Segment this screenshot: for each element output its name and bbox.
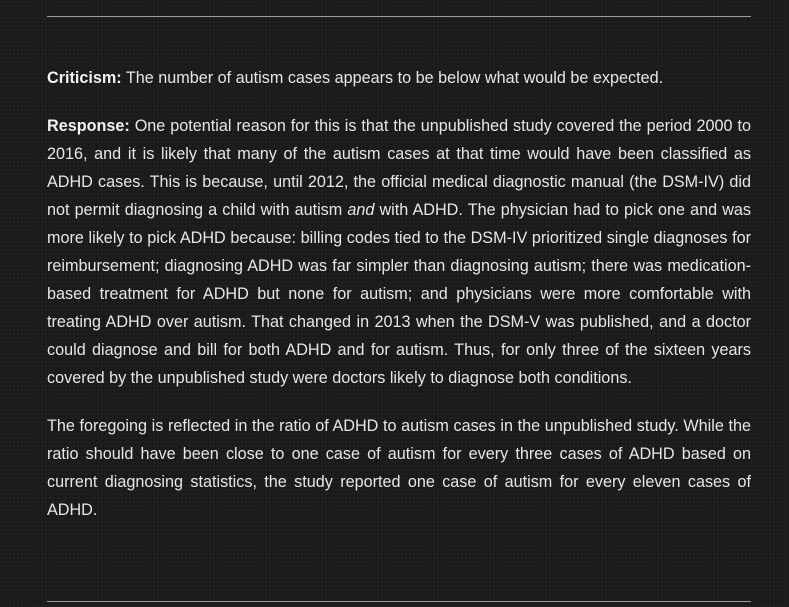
- article-body: [47, 64, 751, 524]
- response-label: Response:: [47, 117, 130, 135]
- top-divider: [47, 16, 751, 17]
- criticism-label: Criticism:: [47, 69, 122, 87]
- bottom-divider: [47, 601, 751, 602]
- criticism-paragraph: [47, 64, 751, 92]
- response-paragraph: [47, 112, 751, 392]
- response-emphasis: and: [347, 201, 375, 219]
- foregoing-paragraph: The foregoing is reflected in the ratio of ADHD to autism cases in the unpublished study. While the ratio should have been close to one case of autism for every three cases of ADHD based on current diagnosing statistics, the study reported one case of autism for every eleven cases of ADHD.: [47, 417, 751, 519]
- response-text-start: One potential reason for this is that the unpublished study covered the period 2000 to 2016, and it is likely that many of the autism cases at that time would have been classified as ADHD cases. This is because, until 2012, the official medical diagnostic manual (the DSM-IV) did not permit diagnosing a child with autism: [47, 117, 751, 219]
- criticism-text: The number of autism cases appears to be below what would be expected.: [121, 69, 664, 87]
- response-text-end: with ADHD. The physician had to pick one and was more likely to pick ADHD because: billing codes tied to the DSM-IV prioritized single diagnoses for reimbursement; diagnosing ADHD was far simpler than diagnosing autism; there was medication-based treatment for ADHD but none for autism; and physicians were more comfortable with treating ADHD over autism. That changed in 2013 when the DSM-V was published, and a doctor could diagnose and bill for both ADHD and for autism. Thus, for only three of the sixteen years covered by the unpublished study were doctors likely to diagnose both conditions.: [47, 201, 751, 387]
